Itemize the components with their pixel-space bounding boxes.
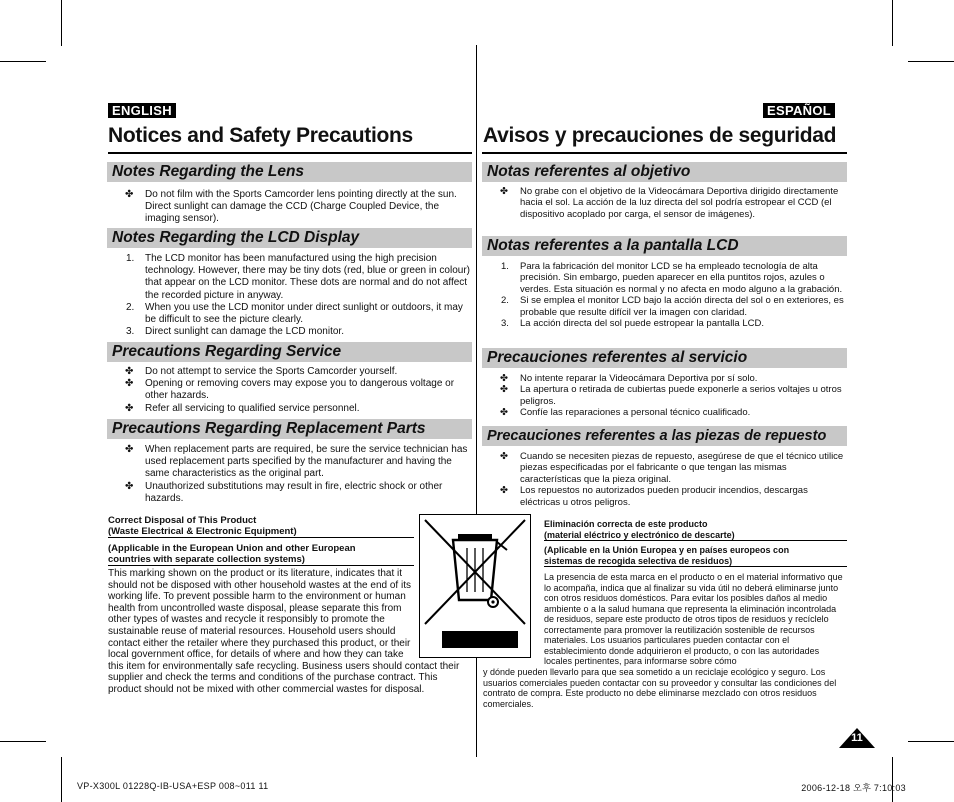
spanish-lcd-list [483, 261, 847, 329]
english-parts-heading: Precautions Regarding Replacement Parts [107, 419, 472, 439]
crossed-out-wheeled-bin-icon [419, 514, 531, 658]
page-number-badge [839, 728, 875, 748]
bullet-icon: ✤ [500, 485, 508, 497]
list-item: ✤ Unauthorized substitutions may result in fire, electric shock or other hazards. [125, 480, 443, 504]
spanish-language-badge: ESPAÑOL [763, 103, 835, 118]
list-item: ✤ Confíe las reparaciones a personal técnico cualificado. [500, 407, 751, 419]
list-item: 1. Para la fabricación del monitor LCD se ha empleado tecnología de alta precisión. Sin embargo, pueden aparecer en ella puntitos rojos, azules o verdes. Esta situación es normal y no afecta en modo alguno a la grabación. [501, 261, 843, 295]
english-disposal-body: This marking shown on the product or its literature, indicates that it should not be disposed with other household wastes at the end of its working life. To prevent possible harm to the environment or human health from uncontrolled waste disposal, please separate this from other types of wastes and recycle it responsibly to promote the sustainable reuse of material resources. Household users should contact either the retailer where they purchased this product, or their local government office, for details of where and how they can take this item for environmentally safe recycling. Business users should contact their supplier and check the terms and conditions of the purchase contract. This product should not be mixed with other commercial wastes for disposal. [108, 568, 470, 696]
list-item: ✤ No grabe con el objetivo de la Videocámara Deportiva dirigido directamente hacia el sol. La acción de la luz directa del sol podría estropear el CCD (el dispositivo acoplado por carga, el sensor de imágenes). [500, 186, 839, 220]
english-lens-list [108, 189, 472, 226]
list-item: ✤ Los repuestos no autorizados pueden producir incendios, descargas eléctricas u otros peligros. [500, 485, 808, 508]
spanish-lens-list [483, 186, 847, 220]
spanish-parts-list [483, 451, 847, 508]
list-item: ✤ When replacement parts are required, be sure the service technician has used replacement parts specified by the manufacturer and having the same characteristics as the original part. [125, 444, 468, 480]
english-language-badge: ENGLISH [108, 103, 176, 118]
crop-mark [0, 741, 46, 742]
crop-mark [908, 61, 954, 62]
page-number: 11 [851, 732, 863, 744]
bullet-icon: ✤ [125, 366, 134, 377]
list-item: ✤ Cuando se necesiten piezas de repuesto, asegúrese de que el técnico utilice piezas especificadas por el fabricante o que tengan las mismas características que la pieza original. [500, 451, 844, 485]
english-parts-list [108, 444, 472, 505]
crop-mark [61, 0, 62, 46]
list-item: 3. Direct sunlight can damage the LCD monitor. [126, 326, 344, 338]
english-lcd-heading: Notes Regarding the LCD Display [107, 228, 472, 248]
list-item: 3. La acción directa del sol puede estropear la pantalla LCD. [501, 318, 764, 330]
bullet-icon: ✤ [125, 402, 134, 414]
title-rule [108, 152, 472, 154]
spanish-page-title: Avisos y precauciones de seguridad [483, 124, 837, 147]
english-lens-heading: Notes Regarding the Lens [107, 162, 472, 182]
bullet-icon: ✤ [500, 384, 508, 396]
bullet-icon: ✤ [125, 189, 134, 200]
bullet-icon: ✤ [500, 451, 508, 462]
list-item: 2. When you use the LCD monitor under direct sunlight or outdoors, it may be difficult to see the picture clearly. [126, 301, 463, 326]
english-disposal-title: Correct Disposal of This Product (Waste Electrical & Electronic Equipment) [108, 515, 414, 538]
list-item: 2. Si se emplea el monitor LCD bajo la acción directa del sol o en exteriores, es probable que resulte difícil ver la imagen con claridad. [501, 295, 844, 318]
bullet-icon: ✤ [125, 480, 134, 492]
bullet-icon: ✤ [500, 407, 508, 419]
spanish-disposal-body: La presencia de esta marca en el producto o en el material informativo que lo acompaña, indica que al finalizar su vida útil no deberá eliminarse junto con otros residuos domésticos. Para evitar los posibles daños al medio ambiente o a la salud humana que representa la eliminación incontrolada de residuos, separe este producto de otros tipos de residuos y recíclelo correctamente para promover la reutilización sostenible de recursos materiales. Los usuarios particulares pueden contactar con el establecimiento donde adquirieron el producto, o con las autoridades locales pertinentes, para informarse sobre cómo [544, 572, 843, 666]
spanish-service-heading: Precauciones referentes al servicio [482, 348, 847, 368]
english-disposal-subtitle: (Applicable in the European Union and other European countries with separate collection systems) [108, 543, 414, 566]
crop-mark [892, 757, 893, 802]
crop-mark [61, 757, 62, 802]
bullet-icon: ✤ [125, 378, 134, 390]
spanish-disposal-title: Eliminación correcta de este producto (material eléctrico y electrónico de descarte) [544, 519, 847, 541]
spanish-lcd-heading: Notas referentes a la pantalla LCD [482, 236, 847, 256]
english-page-title: Notices and Safety Precautions [108, 124, 413, 147]
spanish-service-list [483, 373, 847, 419]
bullet-icon: ✤ [125, 444, 134, 455]
spanish-lens-heading: Notas referentes al objetivo [482, 162, 847, 182]
list-item: ✤ No intente reparar la Videocámara Deportiva por sí solo. [500, 373, 758, 384]
list-item: 1. The LCD monitor has been manufactured using the high precision technology. However, there may be tiny dots (red, blue or green in colour) that appear on the LCD monitor. These dots are normal and do not affect the recorded picture in anyway. [126, 253, 470, 301]
spanish-disposal-body-continued: y dónde pueden llevarlo para que sea sometido a un reciclaje ecológico y seguro. Los usuarios comerciales pueden contactar con su proveedor y consultar las condiciones del contrato de compra. Este producto no debe eliminarse mezclado con otros residuos comerciales. [483, 667, 837, 709]
bullet-icon: ✤ [500, 373, 508, 384]
list-item: ✤ Do not film with the Sports Camcorder lens pointing directly at the sun. Direct sunlight can damage the CCD (Charge Coupled Device, the imaging sensor). [125, 189, 457, 225]
spanish-disposal-subtitle: (Aplicable en la Unión Europea y en países europeos con sistemas de recogida selectiva de residuos) [544, 545, 847, 567]
footer-timestamp: 2006-12-18 오후 7:10:03 [801, 783, 906, 793]
list-item: ✤ La apertura o retirada de cubiertas puede exponerle a serios voltajes u otros peligros. [500, 384, 842, 407]
list-item: ✤ Do not attempt to service the Sports Camcorder yourself. [125, 366, 398, 377]
list-item: ✤ Refer all servicing to qualified service personnel. [125, 402, 360, 414]
footer-file-info: VP-X300L 01228Q-IB-USA+ESP 008~011 11 [77, 781, 269, 791]
title-rule [482, 152, 847, 154]
spanish-parts-heading: Precauciones referentes a las piezas de repuesto [482, 426, 847, 446]
english-service-heading: Precautions Regarding Service [107, 342, 472, 362]
crop-mark [908, 741, 954, 742]
english-service-list [108, 366, 472, 415]
crop-mark [892, 0, 893, 46]
bullet-icon: ✤ [500, 186, 508, 197]
list-item: ✤ Opening or removing covers may expose you to dangerous voltage or other hazards. [125, 378, 455, 402]
english-lcd-list [108, 253, 472, 338]
crop-mark [0, 61, 46, 62]
